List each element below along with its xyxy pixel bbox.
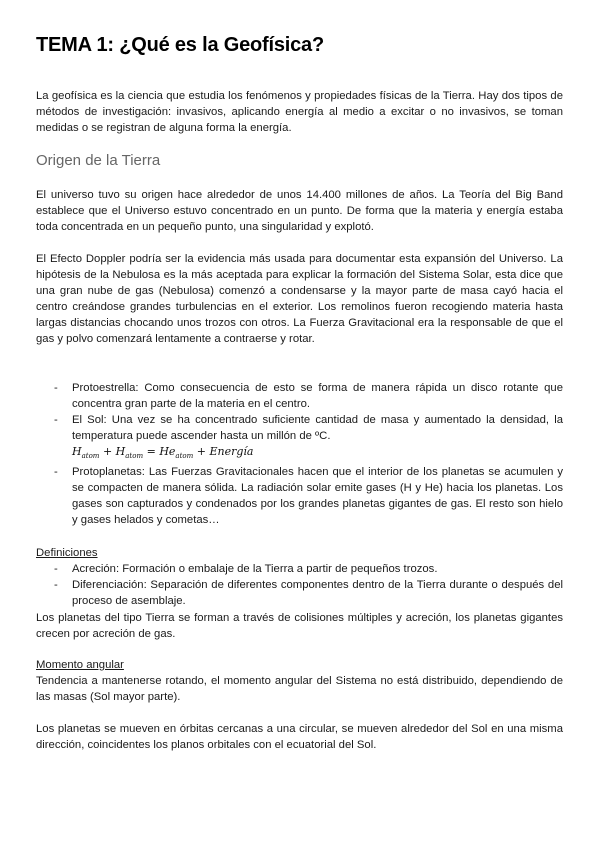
fusion-formula: $H_{atom} + H_{atom} = He_{atom}$ + Energía — [72, 445, 254, 461]
list-item-text: Diferenciación: Separación de diferentes componentes dentro de la Tierra durante o después del proceso de asemblaje. — [72, 579, 563, 607]
bullet-dash: - — [54, 563, 58, 575]
section-heading-origen: Origen de la Tierra — [36, 152, 161, 169]
origen-paragraph-1: El universo tuvo su origen hace alrededor de unos 14.400 millones de años. La Teoría del Big Band establece que el Universo estuvo concentrado en un punto. De forma que la materia y energía estaba toda concentrada en un pequeño punto, una singularidad y explotó. — [36, 189, 563, 233]
bullet-dash: - — [54, 579, 58, 591]
origen-paragraph-2: El Efecto Doppler podría ser la evidencia más usada para documentar esta expansión del Universo. La hipótesis de la Nebulosa es la más aceptada para explicar la formación del Sistema Solar, esta dice que una gran nube de gas (Nebulosa) comenzó a condensarse y la mayor parte de masa cayó hacia el centro creándose grandes turbulencias en el exterior. Los remolinos fueron recogiendo materia hasta largas distancias chocando unos trozos con otros. La Fuerza Gravitacional era la responsable de que el gas y polvo comenzará lentamente a contraerse y rotar. — [36, 253, 563, 345]
list-item-text: Protoplanetas: Las Fuerzas Gravitacionales hacen que el interior de los planetas se acumulen y se compacten de manera sólida. La radiación solar emite gases (H y He) hacia los planetas. Los gases son capturados y condenados por los grandes planetas gigantes de gas. El resto son hielo y gases helados y cometas… — [72, 466, 563, 526]
momento-paragraph-2: Los planetas se mueven en órbitas cercanas a una circular, se mueven alrededor del Sol en una misma dirección, coincidentes los planos orbitales con el ecuatorial del Sol. — [36, 723, 563, 751]
bullet-dash: - — [54, 382, 58, 394]
section-heading-definiciones: Definiciones — [36, 547, 98, 559]
momento-paragraph-1: Tendencia a mantenerse rotando, el momento angular del Sistema no está distribuido, dependiendo de las masas (Sol mayor parte). — [36, 675, 563, 703]
list-item-text: Protoestrella: Como consecuencia de esto se forma de manera rápida un disco rotante que concentra gran parte de la materia en el centro. — [72, 382, 563, 410]
definiciones-paragraph: Los planetas del tipo Tierra se forman a través de colisiones múltiples y acreción, los planetas gigantes crecen por acreción de gas. — [36, 612, 563, 640]
intro-paragraph: La geofísica es la ciencia que estudia los fenómenos y propiedades físicas de la Tierra. Hay dos tipos de métodos de investigación: invasivos, aplicando energía al medio a excitar o no invasivos, se toman medidas o se registran de alguna forma la energía. — [36, 90, 563, 134]
list-item-text: El Sol: Una vez se ha concentrado suficiente cantidad de masa y aumentado la densidad, la temperatura puede ascender hasta un millón de ºC. — [72, 414, 563, 442]
list-item-text: Acreción: Formación o embalaje de la Tierra a partir de pequeños trozos. — [72, 563, 438, 575]
section-heading-momento: Momento angular — [36, 659, 124, 671]
page-title: TEMA 1: ¿Qué es la Geofísica? — [36, 34, 324, 56]
bullet-dash: - — [54, 414, 58, 426]
bullet-dash: - — [54, 466, 58, 478]
